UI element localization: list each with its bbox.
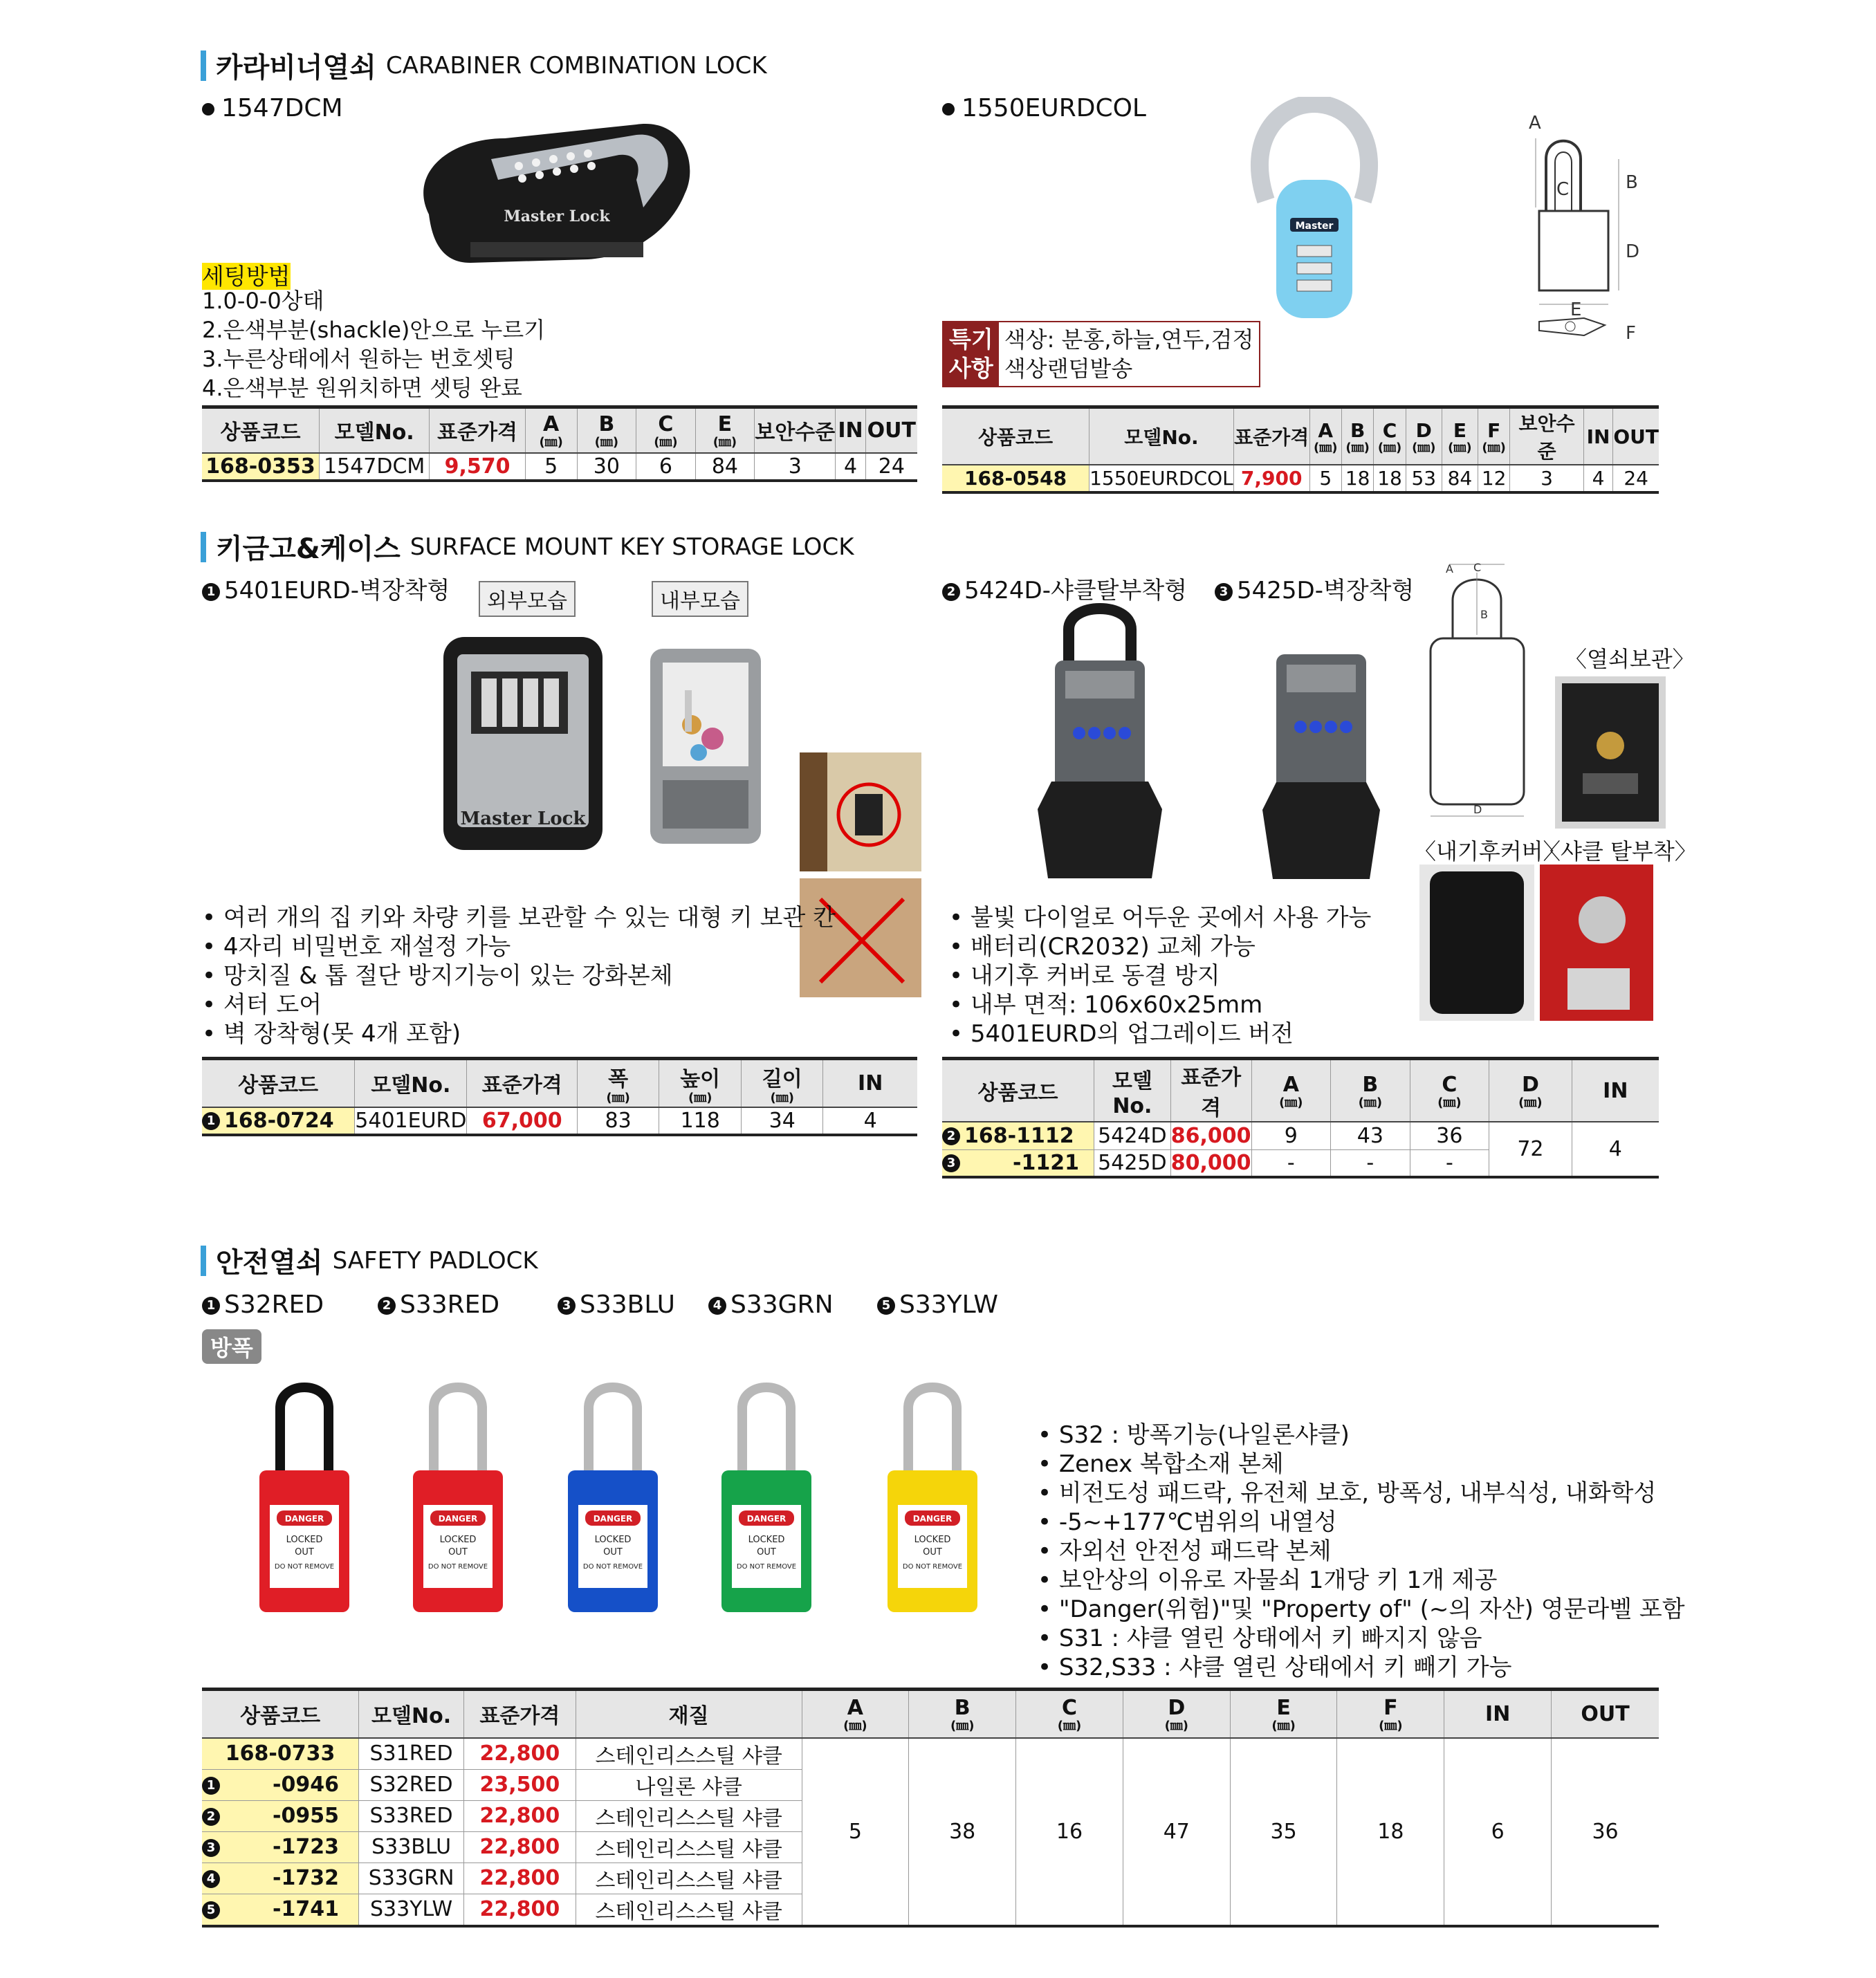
table-header-row: 상품코드 모델No. 표준가격 재질 A (㎜) B (㎜) C (㎜) D (㎜) E (㎜) F (㎜) IN OUT	[202, 1690, 1659, 1738]
setting-steps	[202, 286, 545, 403]
remove-label: DO NOT REMOVE	[427, 1563, 488, 1571]
key-safe-outside-image	[440, 634, 606, 853]
feature-box	[942, 321, 1260, 387]
section-title-ko: 안전열쇠	[216, 1247, 323, 1279]
table-row: 168-0353 1547DCM 9,570 5 30 6 84 3 4 24	[202, 453, 917, 481]
out-label: OUT	[295, 1547, 314, 1558]
number-3-icon: 3	[202, 1839, 220, 1857]
locked-label: LOCKED	[439, 1535, 477, 1545]
number-1-icon: 1	[202, 1297, 220, 1315]
section-title-carabiner	[201, 46, 767, 85]
dimension-diagram	[1529, 111, 1653, 353]
note-line: • Zenex 복합소재 본체	[1038, 1450, 1284, 1478]
number-5-icon: 5	[202, 1901, 220, 1919]
key-safe-5425d-image	[1259, 654, 1383, 882]
padlock-s32red-image	[256, 1374, 353, 1616]
dim-label-d: D	[1473, 803, 1482, 816]
model-s33ylw: 5 S33YLW	[877, 1291, 998, 1319]
weather-cover-photo	[1419, 865, 1534, 1021]
table-row: 5 -1741 S33YLW 22,800 스테인리스스틸 샤클	[202, 1894, 1659, 1926]
out-label: OUT	[448, 1547, 468, 1558]
key-safe-dimension-diagram	[1425, 559, 1536, 822]
locked-label: LOCKED	[286, 1535, 323, 1545]
note-line: • S32,S33 : 샤클 열린 상태에서 키 빼기 가능	[1038, 1654, 1512, 1681]
model-5425d: 3 5425D-벽장착형	[1215, 571, 1414, 605]
note-line: • 셔터 도어	[202, 991, 322, 1019]
brand-logo: Master	[1295, 221, 1334, 232]
note-line: • 5401EURD의 업그레이드 버전	[949, 1020, 1294, 1048]
dim-label-c: C	[1556, 179, 1570, 200]
note-line: • 여러 개의 집 키와 차량 키를 보관할 수 있는 대형 키 보관 칸	[202, 904, 836, 932]
dim-label-a: A	[1529, 113, 1541, 133]
number-2-icon: 2	[202, 1808, 220, 1826]
model-1547dcm: 1547DCM	[202, 94, 343, 122]
danger-label: DANGER	[438, 1514, 478, 1524]
spec-table-safety	[202, 1688, 1659, 1928]
bullet-dot-icon	[942, 103, 955, 115]
table-header-row: 상품코드 모델No. 표준가격 폭 (㎜) 높이 (㎜) 길이 (㎜) IN	[202, 1059, 917, 1107]
model-5424d: 2 5424D-샤클탈부착형	[942, 571, 1187, 605]
section-title-en: SURFACE MOUNT KEY STORAGE LOCK	[410, 533, 854, 561]
number-2-icon: 2	[942, 1127, 960, 1145]
remove-label: DO NOT REMOVE	[274, 1563, 335, 1571]
table-row: 2 168-1112 5424D 86,000 9 43 36 72 4	[942, 1122, 1659, 1149]
outside-view-label: 외부모습	[479, 581, 576, 617]
model-5401eurd: 1 5401EURD-벽장착형	[202, 571, 450, 605]
note-line: • 배터리(CR2032) 교체 가능	[949, 933, 1256, 961]
note-line: • 벽 장착형(못 4개 포함)	[202, 1020, 461, 1048]
padlock-s33red-image	[410, 1374, 506, 1616]
key-safe-5424d-image	[1031, 602, 1169, 885]
spec-table-1550eurdcol	[942, 405, 1659, 494]
danger-label: DANGER	[912, 1514, 953, 1524]
padlock-s33grn-image	[718, 1374, 815, 1616]
number-1-icon: 1	[202, 1112, 220, 1130]
inside-view-label: 내부모습	[652, 581, 748, 617]
note-line: • 보안상의 이유로 자물쇠 1개당 키 1개 제공	[1038, 1566, 1498, 1594]
note-line: • "Danger(위험)"및 "Property of" (~의 자산) 영문라벨 포함	[1038, 1596, 1685, 1623]
danger-label: DANGER	[746, 1514, 787, 1524]
feature-text: 색상: 분홍,하늘,연두,검정 색상랜덤발송	[1004, 326, 1254, 382]
table-row: 1 -0946 S32RED 23,500 나일론 샤클	[202, 1769, 1659, 1800]
setting-step: 3.누른상태에서 원하는 번호셋팅	[202, 346, 515, 372]
notes-safety	[1038, 1421, 1685, 1682]
model-s33blu: 3 S33BLU	[558, 1291, 675, 1319]
table-row: 168-0733 S31RED 22,800 스테인리스스틸 샤클 5 38 16 47 35 18 6 36	[202, 1738, 1659, 1770]
number-4-icon: 4	[202, 1870, 220, 1888]
feature-label: 특기 사항	[944, 322, 999, 386]
dim-label-b: B	[1480, 608, 1488, 621]
number-5-icon: 5	[877, 1297, 895, 1315]
remove-label: DO NOT REMOVE	[902, 1563, 963, 1571]
number-3-icon: 3	[1215, 583, 1233, 601]
note-line: • 4자리 비밀번호 재설정 가능	[202, 933, 511, 961]
spec-table-5401eurd	[202, 1057, 917, 1136]
danger-label: DANGER	[284, 1514, 324, 1524]
dim-label-f: F	[1626, 323, 1636, 344]
dim-label-e: E	[1570, 299, 1582, 320]
note-line: • 불빛 다이얼로 어두운 곳에서 사용 가능	[949, 904, 1372, 932]
locked-label: LOCKED	[748, 1535, 785, 1545]
note-line: • 내부 면적: 106x60x25mm	[949, 991, 1263, 1019]
dim-label-b: B	[1626, 172, 1638, 193]
section-title-en: SAFETY PADLOCK	[332, 1246, 538, 1275]
setting-step: 2.은색부분(shackle)안으로 누르기	[202, 317, 546, 343]
note-line: • 비전도성 패드락, 유전체 보호, 방폭성, 내부식성, 내화학성	[1038, 1479, 1657, 1507]
out-label: OUT	[923, 1547, 942, 1558]
carabiner-lock-image	[408, 111, 699, 270]
danger-label: DANGER	[593, 1514, 633, 1524]
padlock-s33ylw-image	[884, 1374, 981, 1616]
remove-label: DO NOT REMOVE	[736, 1563, 797, 1571]
note-line: • 내기후 커버로 동결 방지	[949, 962, 1220, 990]
number-3-icon: 3	[558, 1297, 576, 1315]
dim-label-c: C	[1473, 561, 1482, 574]
note-line: • S31 : 샤클 열린 상태에서 키 빠지지 않음	[1038, 1625, 1482, 1652]
bullet-dot-icon	[202, 103, 214, 115]
key-storage-photo	[1555, 676, 1666, 829]
table-row: 3 -1723 S33BLU 22,800 스테인리스스틸 샤클	[202, 1831, 1659, 1863]
key-safe-inside-image	[650, 649, 761, 844]
number-2-icon: 2	[378, 1297, 396, 1315]
number-1-icon: 1	[202, 583, 220, 601]
model-s33red: 2 S33RED	[378, 1291, 499, 1319]
out-label: OUT	[603, 1547, 623, 1558]
out-label: OUT	[757, 1547, 776, 1558]
number-1-icon: 1	[202, 1777, 220, 1795]
cover-label: 〈내기후커버〉	[1414, 838, 1565, 865]
section-title-en: CARABINER COMBINATION LOCK	[385, 51, 767, 80]
section-title-safety	[201, 1241, 538, 1280]
brand-logo: Master Lock	[504, 207, 610, 225]
padlock-s33blu-image	[564, 1374, 661, 1616]
section-marker	[201, 532, 206, 562]
key-storage-label: 〈열쇠보관〉	[1565, 646, 1695, 672]
section-title-ko: 키금고&케이스	[216, 533, 401, 565]
setting-step: 4.은색부분 원위치하면 셋팅 완료	[202, 375, 522, 401]
brand-logo: Master Lock	[460, 808, 586, 829]
table-row: 1 168-0724 5401EURD 67,000 83 118 34 4	[202, 1107, 917, 1135]
number-4-icon: 4	[708, 1297, 726, 1315]
note-line: • S32 : 방폭기능(나일론샤클)	[1038, 1421, 1350, 1449]
dim-label-a: A	[1446, 562, 1453, 575]
section-title-ko: 카라비너열쇠	[216, 52, 376, 84]
table-row: 168-0548 1550EURDCOL 7,900 5 18 18 53 84 12 3 4 24	[942, 465, 1659, 492]
remove-label: DO NOT REMOVE	[582, 1563, 643, 1571]
spec-table-1547dcm	[202, 405, 917, 482]
notes-5401eurd	[202, 903, 836, 1048]
setting-title: 세팅방법	[202, 263, 291, 290]
table-header-row: 상품코드 모델No. 표준가격 A (㎜) B (㎜) C (㎜) D (㎜) IN	[942, 1059, 1659, 1122]
wall-mount-photo	[800, 752, 921, 871]
note-line: • -5~+177℃범위의 내열성	[1038, 1508, 1337, 1536]
shackle-detach-photo	[1540, 865, 1653, 1021]
table-header-row: 상품코드 모델No. 표준가격 A (㎜) B (㎜) C (㎜) D (㎜) E (㎜) F (㎜) 보안수준 IN OUT	[942, 407, 1659, 465]
color-lock-image	[1238, 97, 1390, 325]
model-s33grn: 4 S33GRN	[708, 1291, 834, 1319]
note-line: • 자외선 안전성 패드락 본체	[1038, 1537, 1332, 1565]
table-row: 3 -1121 5425D 80,000 - - -	[942, 1149, 1659, 1177]
note-line: • 망치질 & 톱 절단 방지기능이 있는 강화본체	[202, 962, 673, 990]
spec-table-5424d	[942, 1057, 1659, 1179]
setting-step: 1.0-0-0상태	[202, 288, 324, 314]
table-row: 2 -0955 S33RED 22,800 스테인리스스틸 샤클	[202, 1800, 1659, 1831]
number-2-icon: 2	[942, 583, 960, 601]
section-marker	[201, 1246, 206, 1276]
table-header-row: 상품코드 모델No. 표준가격 A (㎜) B (㎜) C (㎜) E (㎜) 보안수준 IN OUT	[202, 407, 917, 453]
model-1550eurdcol: 1550EURDCOL	[942, 94, 1146, 122]
table-row: 4 -1732 S33GRN 22,800 스테인리스스틸 샤클	[202, 1863, 1659, 1894]
dim-label-d: D	[1626, 241, 1640, 262]
explosion-proof-badge: 방폭	[202, 1329, 261, 1364]
locked-label: LOCKED	[594, 1535, 632, 1545]
section-title-key-storage	[201, 527, 854, 566]
section-marker	[201, 50, 206, 81]
notes-5424d	[949, 903, 1371, 1048]
number-3-icon: 3	[942, 1154, 960, 1172]
model-s32red: 1 S32RED	[202, 1291, 324, 1319]
shackle-label: 〈샤클 탈부착〉	[1538, 838, 1697, 865]
locked-label: LOCKED	[914, 1535, 951, 1545]
